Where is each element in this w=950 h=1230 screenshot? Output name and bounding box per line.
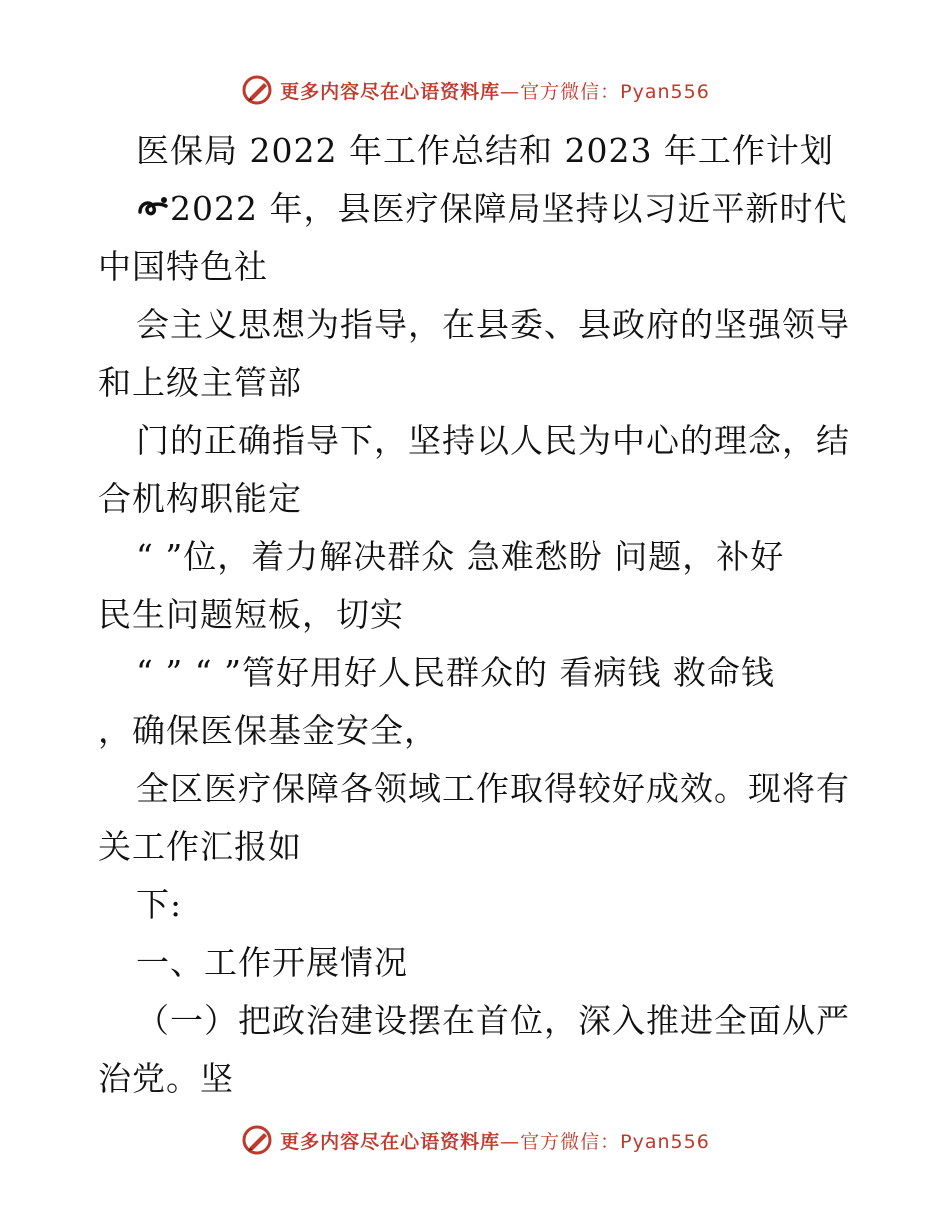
pen-logo-icon xyxy=(240,1123,274,1157)
paragraph-line: 关工作汇报如 xyxy=(98,827,302,866)
watermark-text xyxy=(280,77,710,104)
paragraph-line: 和上级主管部 xyxy=(98,363,302,402)
section-heading: 一、工作开展情况 xyxy=(136,943,408,982)
watermark-main: 更多内容尽在心语资料库 xyxy=(280,1130,501,1153)
watermark-separator: — xyxy=(500,1130,521,1153)
paragraph-line: 合机构职能定 xyxy=(98,479,302,518)
document-title: 医保局 2022 年工作总结和 2023 年工作计划 xyxy=(136,131,834,170)
paragraph-line: 全区医疗保障各领域工作取得较好成效。现将有 xyxy=(136,769,850,808)
line-text: 2022 年，县医疗保障局坚持以习近平新时代 xyxy=(170,189,848,228)
watermark-separator: — xyxy=(500,80,521,103)
pen-logo-icon xyxy=(240,73,274,107)
paragraph-line: “ ” “ ”管好用好人民群众的 看病钱 救命钱 xyxy=(136,653,775,692)
paragraph-line: 会主义思想为指导，在县委、县政府的坚强领导 xyxy=(136,305,850,344)
watermark-main: 更多内容尽在心语资料库 xyxy=(280,80,501,103)
paragraph-line: 下: xyxy=(136,885,183,924)
paragraph-line: 民生问题短板，切实 xyxy=(98,595,404,634)
watermark-wechat: 官方微信：Pyan556 xyxy=(520,80,710,103)
document-body xyxy=(98,122,858,1108)
paragraph-line: ，确保医保基金安全， xyxy=(98,711,438,750)
paragraph-line: “ ”位，着力解决群众 急难愁盼 问题，补好 xyxy=(136,537,785,576)
paragraph-line xyxy=(98,180,858,238)
watermark-footer xyxy=(0,1120,950,1160)
decorative-swirl-icon xyxy=(136,190,170,224)
paragraph-line: 中国特色社 xyxy=(98,247,268,286)
subsection-heading: （一）把政治建设摆在首位，深入推进全面从严 xyxy=(136,1001,850,1040)
paragraph-line: 门的正确指导下，坚持以人民为中心的理念，结 xyxy=(136,421,850,460)
watermark-header xyxy=(0,70,950,110)
paragraph-line: 治党。坚 xyxy=(98,1059,234,1098)
watermark-wechat: 官方微信：Pyan556 xyxy=(520,1130,710,1153)
watermark-text xyxy=(280,1127,710,1154)
